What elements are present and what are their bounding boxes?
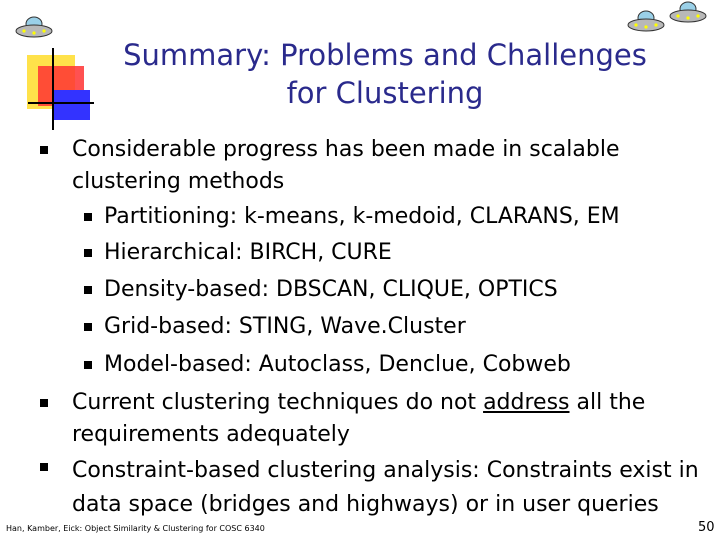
sub-bullet-text: Model-based: Autoclass, Denclue, Cobweb	[104, 352, 571, 377]
ufo-icon	[14, 14, 54, 42]
ufo-icon	[668, 0, 708, 26]
bullet-text: Constraint-based clustering analysis: Constraints exist in data space (bridges and highways) or in user queries	[72, 458, 699, 517]
square-bullet-icon	[84, 323, 92, 331]
decorative-blue-square	[52, 90, 90, 120]
decorative-vertical-line	[52, 48, 54, 130]
square-bullet-icon	[40, 463, 48, 471]
sub-bullet-text: Partitioning: k-means, k-medoid, CLARANS, EM	[104, 204, 620, 229]
sub-bullet-text: Grid-based: STING, Wave.Cluster	[104, 314, 466, 339]
square-bullet-icon	[84, 361, 92, 369]
underlined-word: address	[483, 390, 570, 415]
footer-text: Han, Kamber, Eick: Object Similarity & Clustering for COSC 6340	[6, 524, 265, 533]
square-bullet-icon	[84, 213, 92, 221]
ufo-icon	[626, 8, 666, 36]
sub-bullet-text: Density-based: DBSCAN, CLIQUE, OPTICS	[104, 277, 558, 302]
slide-title	[90, 36, 680, 112]
title-line-2: for Clustering	[286, 76, 484, 110]
decorative-horizontal-line	[28, 102, 94, 104]
title-line-1: Summary: Problems and Challenges	[123, 38, 647, 72]
square-bullet-icon	[40, 399, 48, 407]
page-number: 50	[698, 520, 715, 535]
square-bullet-icon	[84, 249, 92, 257]
sub-bullet-text: Hierarchical: BIRCH, CURE	[104, 240, 392, 265]
bullet-text: Considerable progress has been made in scalable clustering methods	[72, 137, 620, 194]
square-bullet-icon	[84, 286, 92, 294]
bullet-text: Current clustering techniques do not address all the requirements adequately	[72, 390, 646, 447]
square-bullet-icon	[40, 146, 48, 154]
